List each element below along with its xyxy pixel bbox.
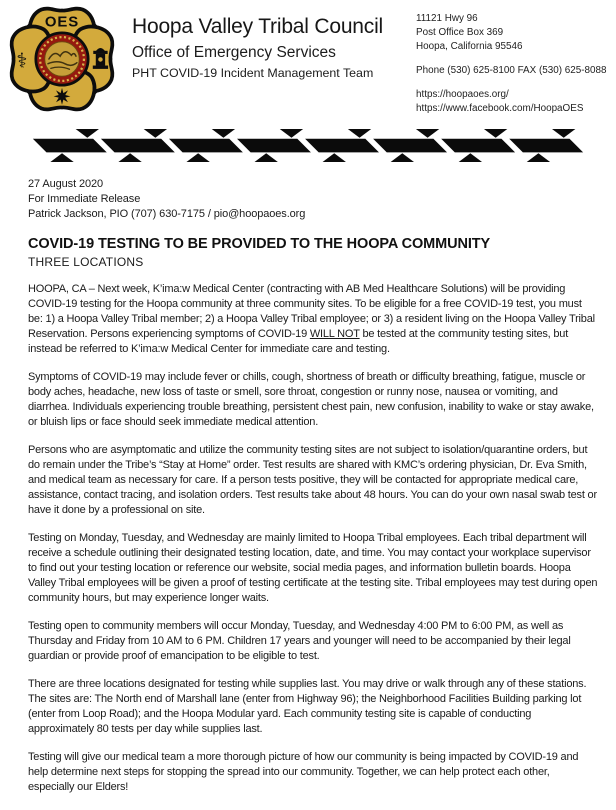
oes-logo-badge (6, 3, 118, 124)
release-date: 27 August 2020 (28, 178, 104, 190)
address-line-1: 11121 Hwy 96 (416, 13, 478, 24)
body-paragraph-7: Testing will give our medical team a more thorough picture of how our community is being impacted by COVID-19 and help determine next steps for stopping the spread into our community. Together, we can help protect each other, especially our Elders! (28, 751, 579, 793)
p1-text-end: be tested at the community testing sites, but instead be referred to K’ima:w Medical Center for immediate care and testing. (28, 328, 569, 355)
press-release-body (0, 177, 616, 795)
release-contact: Patrick Jackson, PIO (707) 630-7175 / pio@hoopaoes.org (28, 208, 306, 220)
p1-text-start: HOOPA, CA – Next week, K’ima:w Medical Center (contracting with AB Med Healthcare Solutions) will be providing COVID-19 testing for the Hoopa community at three community sites. To be eligible for a free COVID-19 test, you must be: 1) a Hoopa Valley Tribal member; 2) a Hoopa Valley Tribal employee; or 3) a resident living on the Hoopa Valley Tribal Reservation. Persons experiencing symptoms of COVID-19 (28, 283, 595, 340)
org-name: Hoopa Valley Tribal Council (132, 15, 384, 38)
release-status: For Immediate Release (28, 193, 141, 205)
p1-will-not-underlined: WILL NOT (309, 328, 360, 340)
org-team: PHT COVID-19 Incident Management Team (132, 66, 374, 80)
headline: COVID-19 TESTING TO BE PROVIDED TO THE HOOPA COMMUNITY (28, 236, 491, 252)
org-office: Office of Emergency Services (132, 44, 336, 61)
body-paragraph-2: Symptoms of COVID-19 may include fever or chills, cough, shortness of breath or difficulty breathing, fatigue, muscle or body aches, headache, new loss of taste or smell, sore throat, congestion or runny nose, nausea or vomiting, and diarrhea. Individuals experiencing trouble breathing, persistent chest pain, new confusion, inability to wake or stay awake, or bluish lips or face should seek immediate medical attention. (28, 371, 594, 428)
facebook-link[interactable]: https://www.facebook.com/HoopaOES (416, 103, 584, 114)
phone-fax-line: Phone (530) 625-8100 FAX (530) 625-8088 (416, 65, 607, 76)
seal-center (45, 42, 80, 77)
address-line-2: Post Office Box 369 (416, 27, 504, 38)
maltese-cross-icon (6, 3, 118, 115)
star-icon (54, 88, 71, 105)
website-link[interactable]: https://hoopaoes.org/ (416, 89, 509, 100)
caduceus-icon: ⚕ (16, 48, 28, 73)
basket-weave-divider (30, 129, 586, 164)
org-identity (132, 3, 383, 124)
body-paragraph-6: There are three locations designated for testing while supplies last. You may drive or walk through any of these stations. The sites are: The North end of Marshall lane (enter from Highway 96); the Neighborhood Facilities Building parking lot (enter from Loop Road); and the Hoopa Modular yard. Each community testing site is capable of conducting approximately 80 tests per day while supplies last. (28, 678, 587, 735)
body-paragraph-5: Testing open to community members will occur Monday, Tuesday, and Wednesday 4:00 PM to 6:00 PM, as well as Thursday and Friday from 10 AM to 6 PM. Children 17 years and younger will need to be accompanied by their legal guardian or provide proof of emancipation to be eligible to test. (28, 620, 571, 662)
subheadline: THREE LOCATIONS (28, 255, 144, 269)
release-meta (28, 177, 598, 222)
contact-block (416, 3, 608, 124)
body-paragraph-1 (28, 282, 598, 357)
letterhead (0, 0, 616, 124)
body-paragraph-4: Testing on Monday, Tuesday, and Wednesday are mainly limited to Hoopa Tribal employees. Each tribal department will receive a schedule outlining their designated testing location, date, and time. You may contact your workplace supervisor to find out your testing location or reference our website, social media pages, and information bulletin boards. Hoopa Valley Tribal employees will be given a proof of testing certificate at the testing site. Tribal employees may test during open community hours, but may experience longer waits. (28, 532, 598, 604)
body-paragraph-3: Persons who are asymptomatic and utilize the community testing sites are not subject to isolation/quarantine orders, but do remain under the Tribe’s “Stay at Home” order. Test results are shared with KMC’s ordering physician, Dr. Eva Smith, and medical team as necessary for care. If a person tests positive, they will be contacted for appropriate medical care, assistance, contact tracing, and isolation orders. Test results take about 48 hours. You can do your own nasal swab test or have it done by a professional on site. (28, 444, 597, 516)
oes-badge-text: OES (44, 13, 80, 31)
address-line-3: Hoopa, California 95546 (416, 41, 523, 52)
